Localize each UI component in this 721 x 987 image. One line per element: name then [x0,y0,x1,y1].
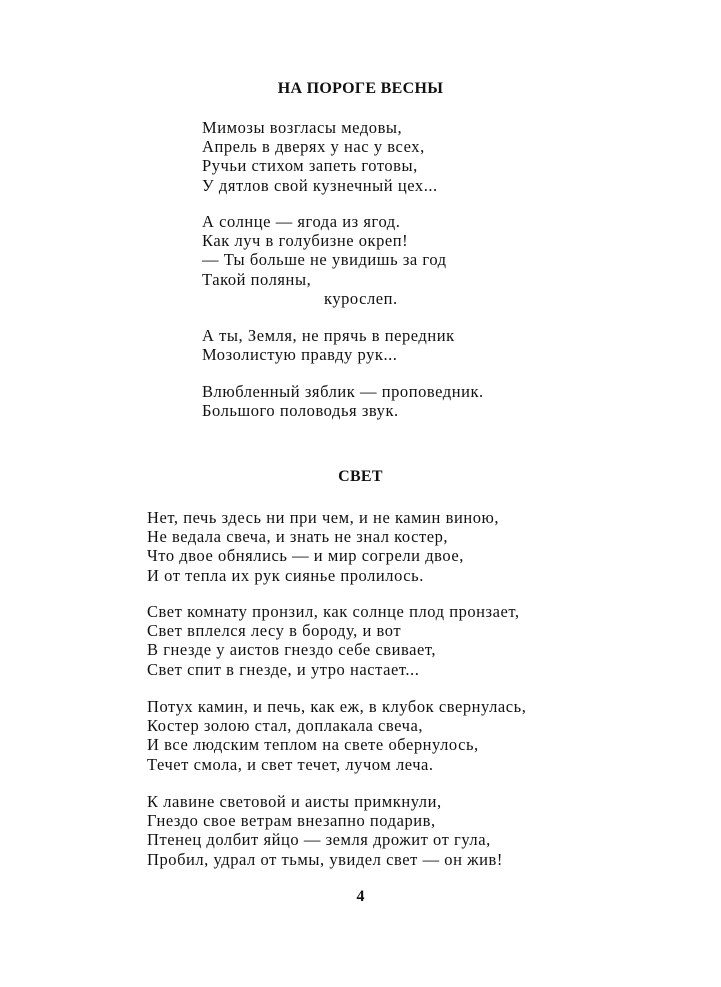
poem2-stanza-2 [147,602,520,679]
poem-line: Такой поляны, [202,269,312,289]
poem2-stanza-3 [147,697,526,774]
poem-line: И все людским теплом на свете обернулось, [147,735,479,755]
poem1-stanza-1 [202,118,438,195]
poem-line: Костер золою стал, доплакала свеча, [147,716,424,736]
poem-line: Что двое обнялись — и мир согрели двое, [147,546,464,566]
poem-line: А солнце — ягода из ягод. [202,212,401,231]
poem-line-indented: куpослеп. [324,288,398,308]
poem-line: Птенец долбит яйцо — земля дрожит от гула, [147,830,491,850]
poem-title-svet: СВЕТ [338,468,383,485]
poem-line: К лавине световой и аисты примкнули, [147,792,442,811]
poem1-stanza-2 [202,212,447,308]
poem-line: В гнезде у аистов гнездо себе свивает, [147,640,437,660]
poem-line: Гнездо свое ветрам внезапно подарив, [147,811,436,831]
poem-line: У дятлов свой кузнечный цех... [202,175,438,195]
poem-line: Большого половодья звук. [202,401,399,421]
poem1-stanza-4 [202,382,484,420]
poem2-stanza-4 [147,792,503,869]
poem-line: Ручьи стихом запеть готовы, [202,156,418,176]
poem-line: Свет спит в гнезде, и утро настает... [147,659,420,679]
poem-line: И от тепла их рук сиянье пролилось. [147,565,424,585]
poem-line: А ты, Земля, не прячь в передник [202,326,455,345]
poem-line: Свет вплелся лесу в бороду, и вот [147,621,402,641]
poem-line: Течет смола, и свет течет, лучом леча. [147,754,434,774]
poem1-stanza-3 [202,326,455,364]
poem-line: Не ведала свеча, и знать не знал костер, [147,527,449,547]
poem-line: Влюбленный зяблик — проповедник. [202,382,484,401]
poem-line: Апрель в дверях у нас у всех, [202,137,425,157]
poem-line: — Ты больше не увидишь за год [202,250,447,270]
page-number: 4 [356,888,365,905]
poem-line: Пробил, удрал от тьмы, увидел свет — он жив! [147,849,503,869]
poem-line: Мимозы возгласы медовы, [202,118,403,137]
poem-line: Как луч в голубизне окреп! [202,231,409,251]
poem-line: Свет комнату пронзил, как солнце плод пронзает, [147,602,520,621]
poem2-stanza-1 [147,508,499,585]
poem-line: Потух камин, и печь, как еж, в клубок свернулась, [147,697,527,716]
poem-line: Нет, печь здесь ни при чем, и не камин виною, [147,508,500,527]
poem-title-na-poroge-vesny: НА ПОРОГЕ ВЕСНЫ [277,80,444,97]
poem-line: Мозолистую правду рук... [202,345,398,365]
